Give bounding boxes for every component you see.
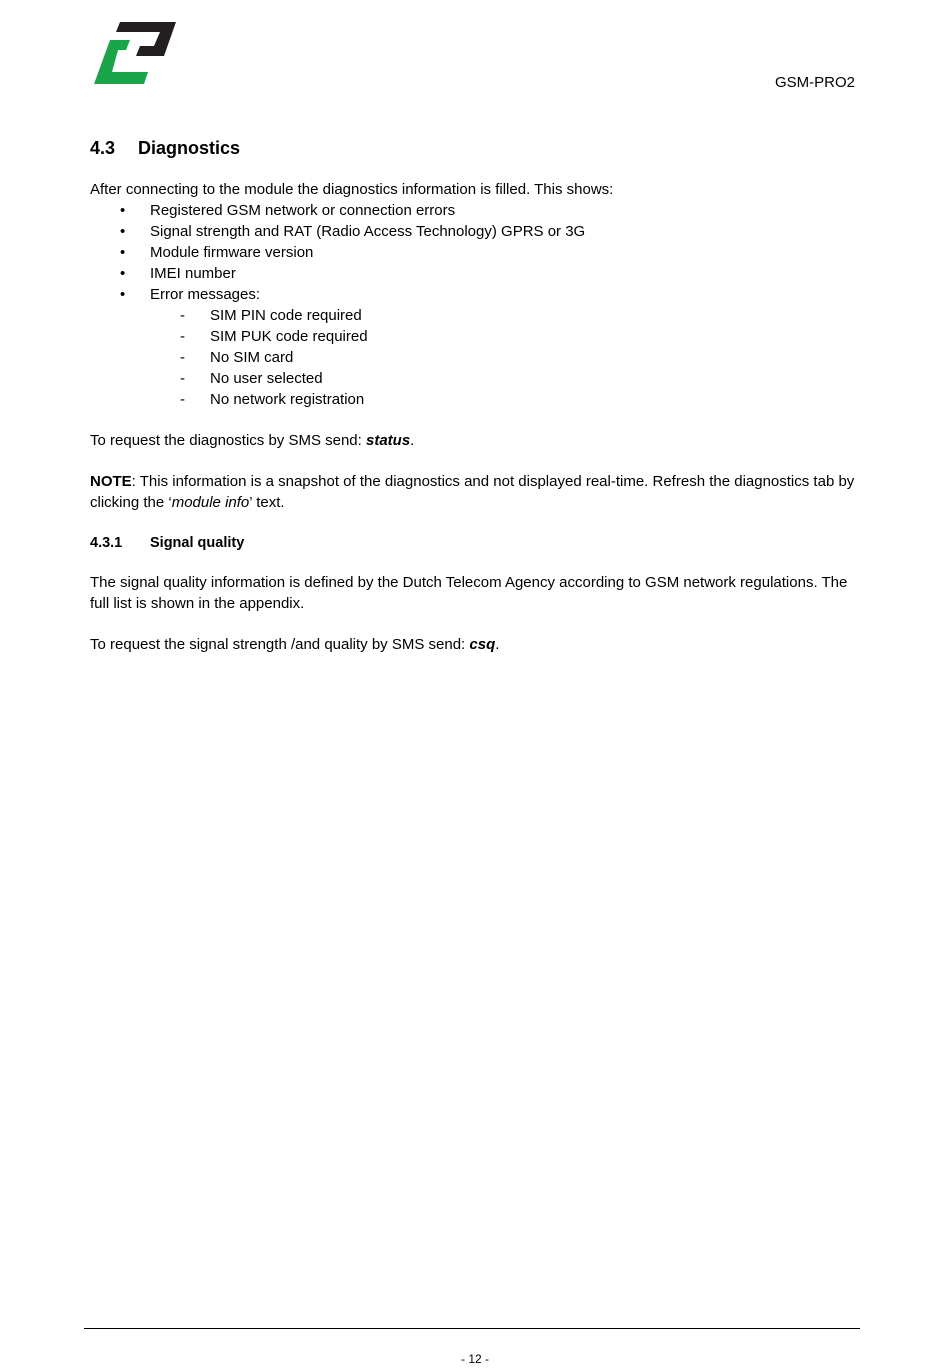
list-item: • Module firmware version [120, 244, 314, 261]
sms-status-paragraph: To request the diagnostics by SMS send: status. [90, 432, 415, 449]
section-number: 4.3 [90, 138, 116, 158]
section-title: Diagnostics [138, 138, 241, 158]
dash-icon: - [180, 328, 185, 345]
sms-command: csq [469, 636, 496, 653]
bullet-icon: • [120, 244, 126, 261]
intro-paragraph: After connecting to the module the diagnostics information is filled. This shows: [90, 181, 614, 198]
company-logo [90, 22, 178, 88]
document-title: GSM-PRO2 [774, 74, 855, 91]
list-item: • Registered GSM network or connection errors [120, 202, 456, 219]
subsection-number: 4.3.1 [90, 535, 123, 551]
page-number: - 12 - [460, 1352, 489, 1366]
section-heading [90, 138, 860, 159]
list-item: • Signal strength and RAT (Radio Access Technology) GPRS or 3G [120, 223, 586, 240]
dash-icon: - [180, 307, 185, 324]
list-item: • IMEI number [120, 265, 236, 282]
note-label: NOTE [90, 473, 132, 490]
sms-command: status [365, 432, 411, 449]
list-item: • Error messages: - SIM PIN code required - SIM PUK code required - No SIM card - No user selected - No network registration [90, 284, 860, 410]
sms-csq-paragraph: To request the signal strength /and quality by SMS send: csq. [90, 636, 500, 653]
footer-divider [84, 1328, 860, 1329]
list-item: - No user selected [180, 370, 323, 387]
dash-icon: - [180, 370, 185, 387]
page-content [90, 138, 860, 675]
dash-icon: - [180, 391, 185, 408]
bullet-icon: • [120, 265, 126, 282]
note-paragraph: NOTE: This information is a snapshot of the diagnostics and not displayed real-time. Refresh the diagnostics tab by clicking the ‘module info’ text. [90, 473, 855, 511]
bullet-icon: • [120, 286, 126, 303]
subsection-title: Signal quality [150, 535, 245, 551]
bullet-icon: • [120, 202, 126, 219]
signal-quality-paragraph: The signal quality information is defined by the Dutch Telecom Agency according to GSM network regulations. The full list is shown in the appendix. [90, 574, 848, 612]
list-item: - No network registration [180, 391, 365, 408]
error-messages-list [150, 305, 860, 410]
list-item: - SIM PUK code required [180, 328, 368, 345]
diagnostics-list [90, 200, 860, 410]
list-item: - No SIM card [180, 349, 294, 366]
dash-icon: - [180, 349, 185, 366]
list-item: - SIM PIN code required [180, 307, 362, 324]
subsection-heading [90, 533, 860, 554]
bullet-icon: • [120, 223, 126, 240]
